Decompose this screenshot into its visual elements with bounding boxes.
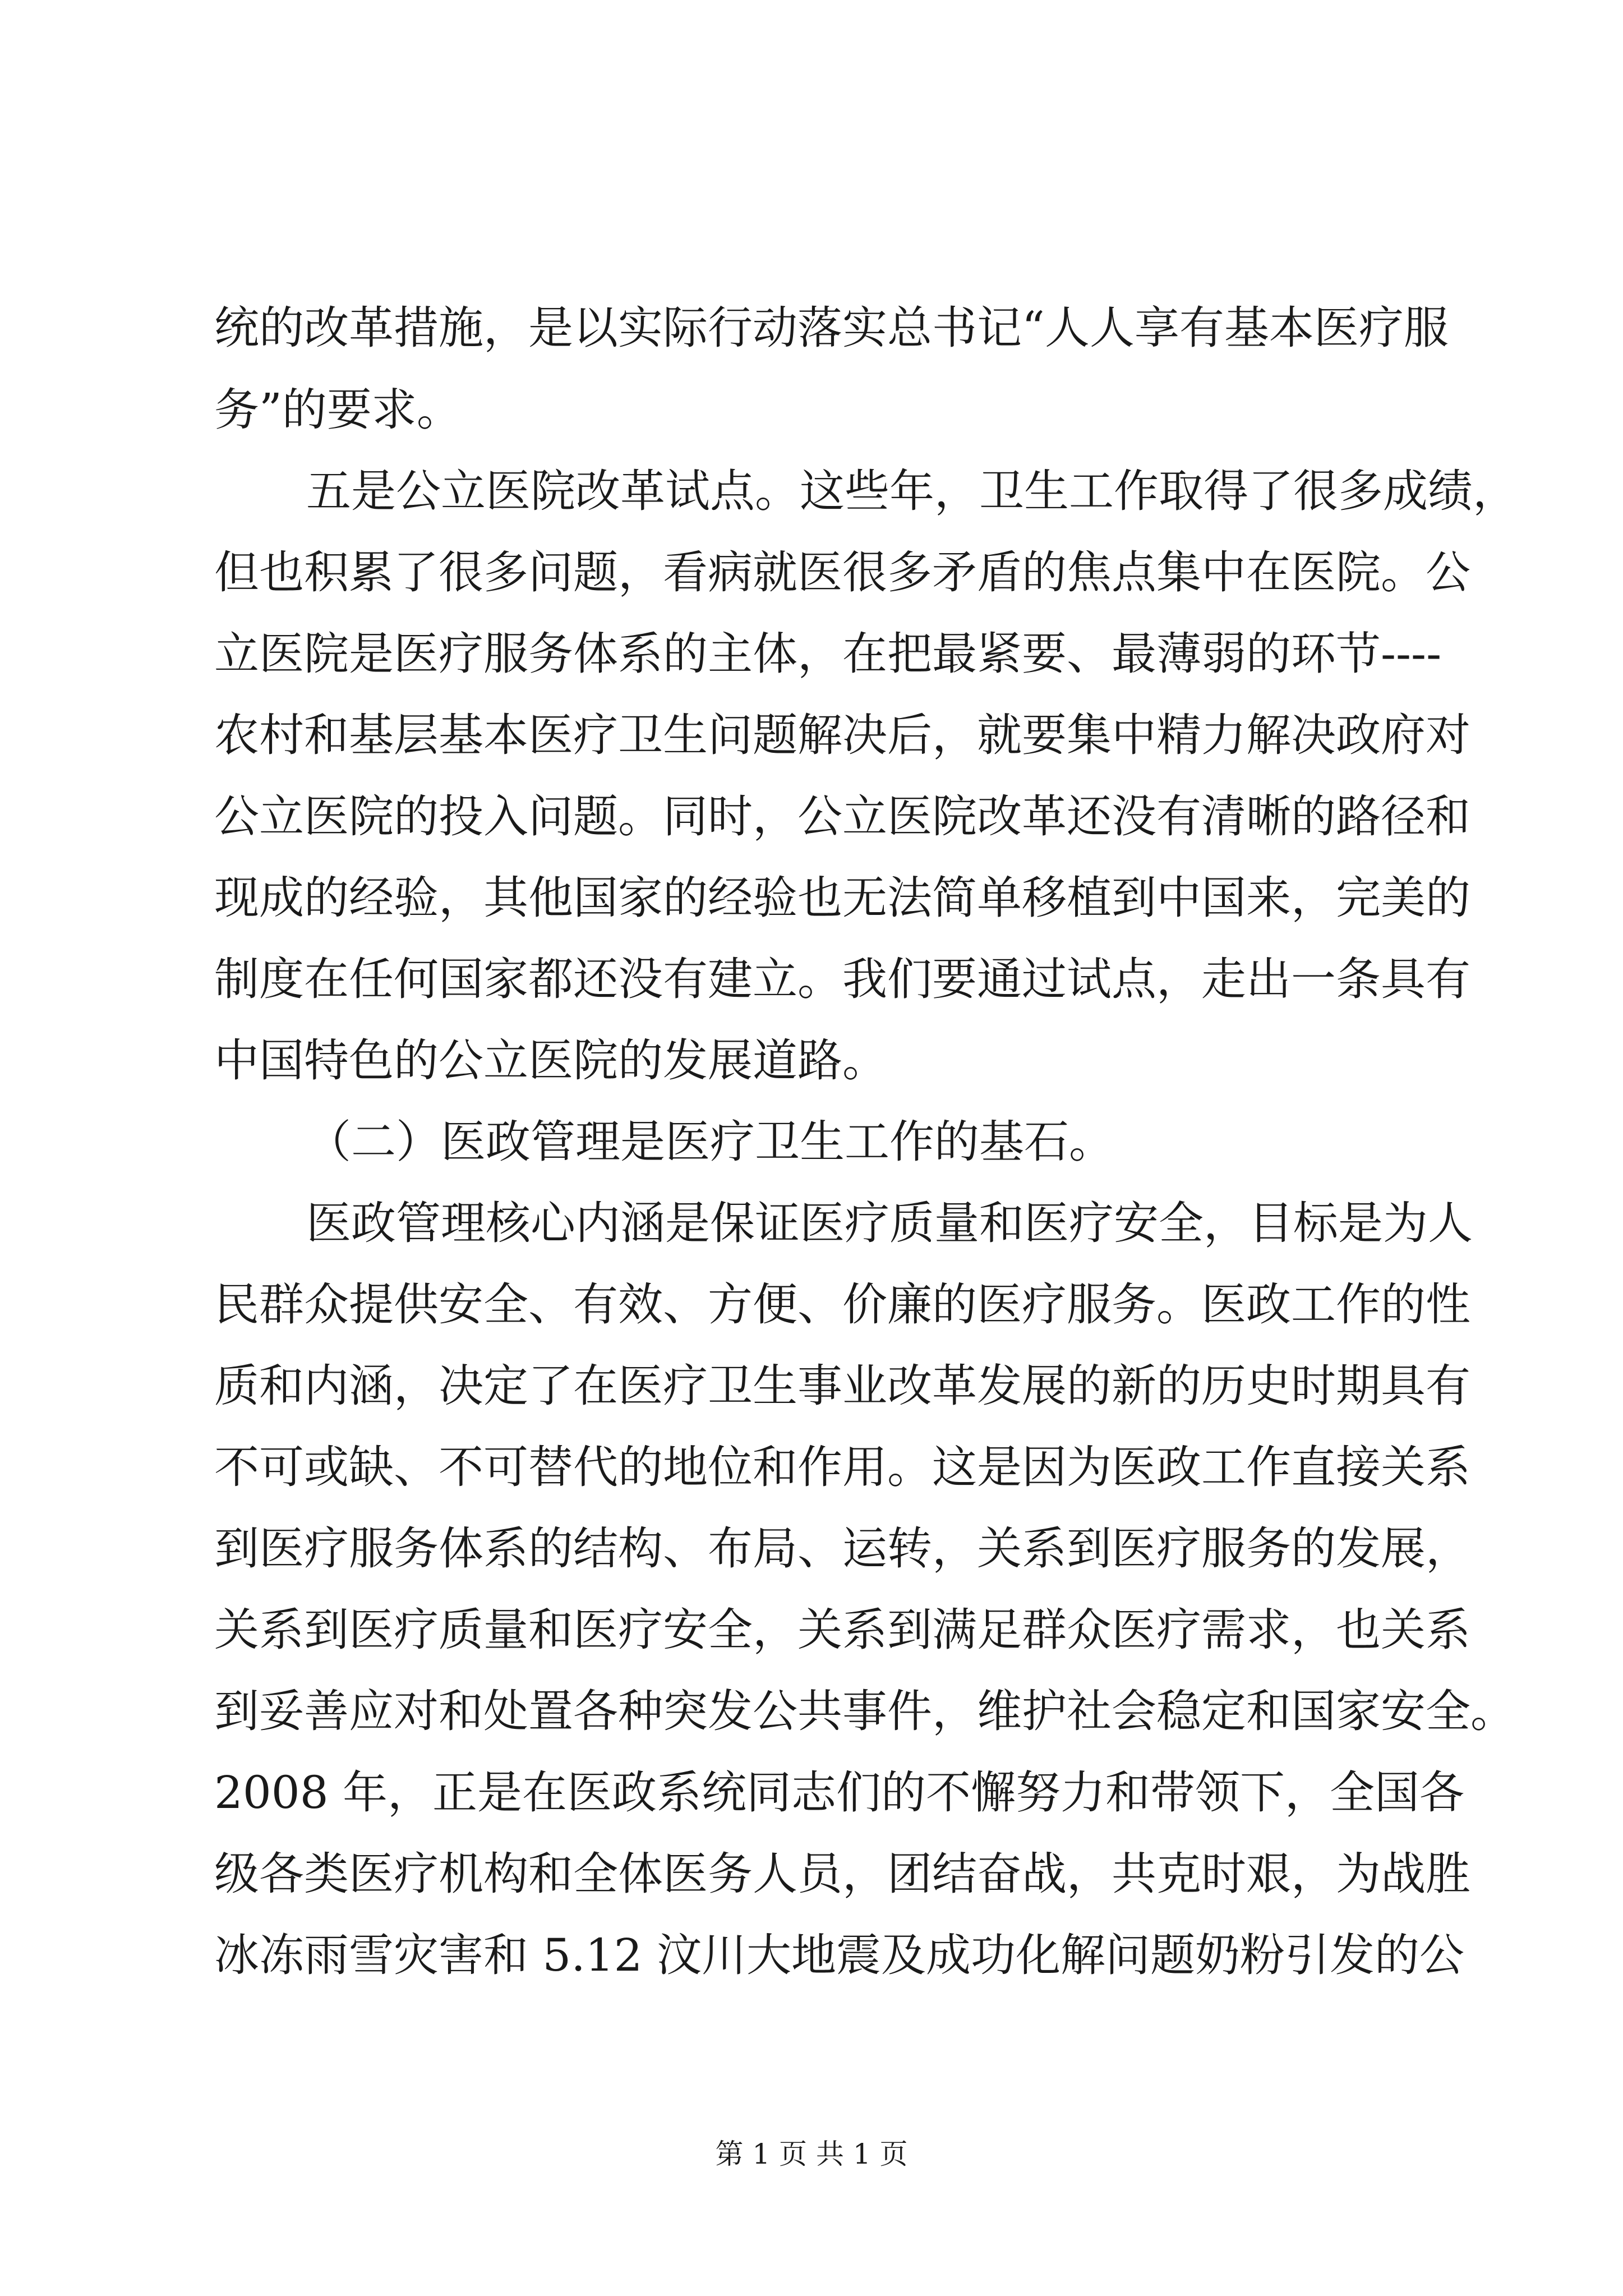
text-line: 到妥善应对和处置各种突发公共事件，维护社会稳定和国家安全。: [214, 1685, 1515, 1737]
text-line: 不可或缺、不可替代的地位和作用。这是因为医政工作直接关系: [214, 1441, 1470, 1493]
text-line: 五是公立医院改革试点。这些年，卫生工作取得了很多成绩，: [306, 465, 1518, 517]
section-heading: （二）医政管理是医疗卫生工作的基石。: [306, 1116, 1114, 1168]
text-line: 立医院是医疗服务体系的主体，在把最紧要、最薄弱的环节----: [214, 628, 1442, 680]
page-number-footer: 第 1 页 共 1 页: [715, 2138, 908, 2170]
text-line: 2008 年，正是在医政系统同志们的不懈努力和带领下，全国各: [214, 1766, 1465, 1819]
text-line: 但也积累了很多问题，看病就医很多矛盾的焦点集中在医院。公: [214, 546, 1470, 599]
text-line: 公立医院的投入问题。同时，公立医院改革还没有清晰的路径和: [214, 790, 1470, 843]
text-line: 关系到医疗质量和医疗安全，关系到满足群众医疗需求，也关系: [214, 1604, 1470, 1656]
text-line: 农村和基层基本医疗卫生问题解决后，就要集中精力解决政府对: [214, 709, 1470, 761]
text-line: 医政管理核心内涵是保证医疗质量和医疗安全，目标是为人: [306, 1197, 1473, 1249]
text-line: 务”的要求。: [214, 384, 462, 436]
text-line: 中国特色的公立医院的发展道路。: [214, 1034, 887, 1087]
text-line: 民群众提供安全、有效、方便、价廉的医疗服务。医政工作的性: [214, 1278, 1470, 1331]
text-line: 制度在任何国家都还没有建立。我们要通过试点，走出一条具有: [214, 953, 1470, 1005]
text-line: 到医疗服务体系的结构、布局、运转，关系到医疗服务的发展，: [214, 1522, 1470, 1575]
text-line: 统的改革措施，是以实际行动落实总书记“人人享有基本医疗服: [214, 302, 1449, 354]
text-line: 冰冻雨雪灾害和 5.12 汶川大地震及成功化解问题奶粉引发的公: [214, 1929, 1464, 1981]
text-line: 质和内涵，决定了在医疗卫生事业改革发展的新的历史时期具有: [214, 1360, 1470, 1412]
text-line: 级各类医疗机构和全体医务人员，团结奋战，共克时艰，为战胜: [214, 1848, 1470, 1900]
text-line: 现成的经验，其他国家的经验也无法简单移植到中国来，完美的: [214, 872, 1470, 924]
